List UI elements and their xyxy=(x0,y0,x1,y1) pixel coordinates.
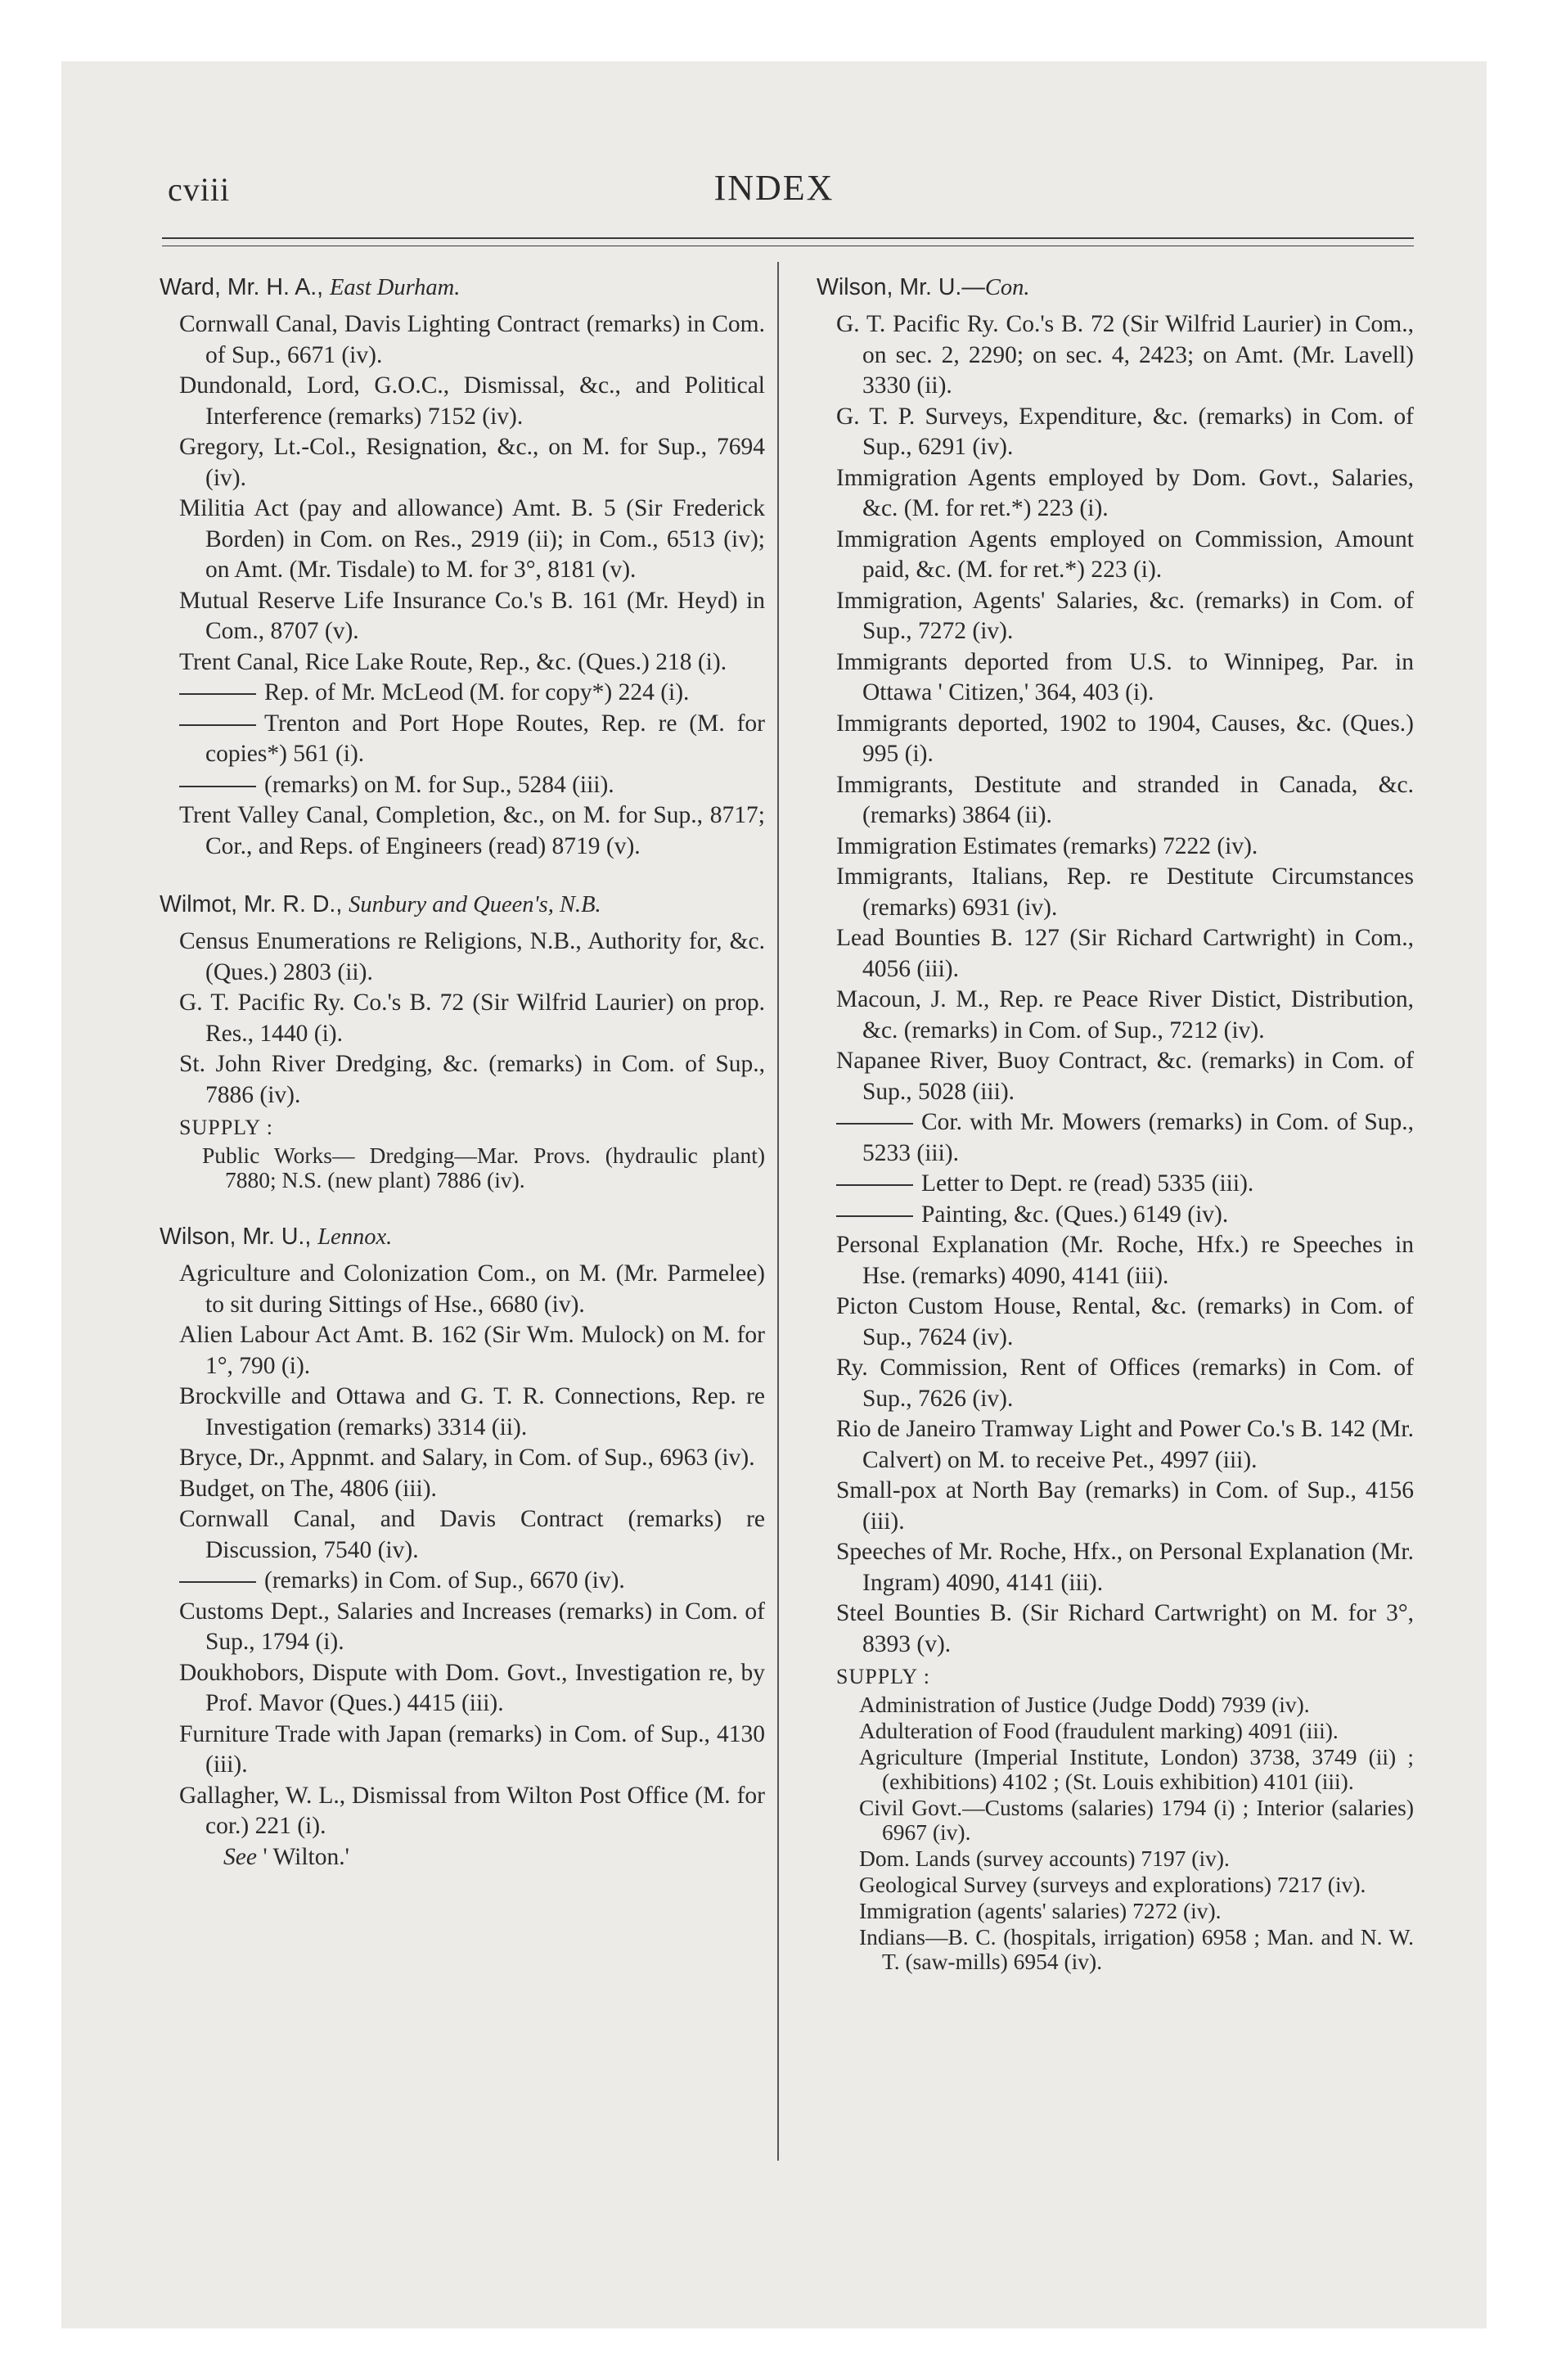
index-entry: Immigration Agents employed on Commission, Amount paid, &c. (M. for ret.*) 223 (i). xyxy=(836,525,1414,583)
index-entry: Immigration Agents employed by Dom. Govt., Salaries, &c. (M. for ret.*) 223 (i). xyxy=(836,464,1414,521)
member-heading xyxy=(160,272,765,304)
member-heading xyxy=(817,272,1414,304)
member-riding: Sunbury and Queen's, N.B. xyxy=(349,892,601,917)
index-entry: Cornwall Canal, and Davis Contract (remarks) re Discussion, 7540 (iv). xyxy=(179,1506,765,1563)
repeat-dash xyxy=(836,1123,913,1125)
index-entry: Picton Custom House, Rental, &c. (remarks) in Com. of Sup., 7624 (iv). xyxy=(836,1293,1414,1350)
supply-item: Adulteration of Food (fraudulent marking) 4091 (iii). xyxy=(859,1718,1339,1743)
right-column xyxy=(817,272,1414,1976)
member-name: Ward, Mr. H. A., xyxy=(160,274,330,300)
index-subentry xyxy=(179,678,765,709)
member-riding: East Durham. xyxy=(329,275,461,300)
index-entry: Immigration Estimates (remarks) 7222 (iv). xyxy=(836,832,1258,859)
index-entry: Small-pox at North Bay (remarks) in Com. of Sup., 4156 (iii). xyxy=(836,1477,1414,1535)
index-entry: Brockville and Ottawa and G. T. R. Connections, Rep. re Investigation (remarks) 3314 (ii). xyxy=(179,1383,765,1440)
subentry-text: Painting, &c. (Ques.) 6149 (iv). xyxy=(921,1201,1229,1228)
repeat-dash xyxy=(179,693,256,695)
index-entry: Immigrants deported, 1902 to 1904, Causes, &c. (Ques.) 995 (i). xyxy=(836,710,1414,767)
subentry-text: Trenton and Port Hope Routes, Rep. re (M. for copies*) 561 (i). xyxy=(205,710,765,767)
subentry-text: Rep. of Mr. McLeod (M. for copy*) 224 (i). xyxy=(264,679,690,705)
index-entry: Budget, on The, 4806 (iii). xyxy=(179,1475,437,1502)
index-subentry xyxy=(836,1169,1414,1200)
index-entry: Lead Bounties B. 127 (Sir Richard Cartwright) in Com., 4056 (iii). xyxy=(836,925,1414,982)
index-entry: Steel Bounties B. (Sir Richard Cartwright) on M. for 3°, 8393 (v). xyxy=(836,1600,1414,1657)
see-reference xyxy=(223,1842,765,1873)
index-entry: Cornwall Canal, Davis Lighting Contract (remarks) in Com. of Sup., 6671 (iv). xyxy=(179,311,765,368)
member-name: Wilson, Mr. U., xyxy=(160,1224,318,1250)
index-entry: Bryce, Dr., Appnmt. and Salary, in Com. of Sup., 6963 (iv). xyxy=(179,1445,755,1471)
column-divider xyxy=(777,262,779,2161)
index-entry: Napanee River, Buoy Contract, &c. (remarks) in Com. of Sup., 5028 (iii). xyxy=(836,1048,1414,1105)
subentry-text: (remarks) on M. for Sup., 5284 (iii). xyxy=(264,771,614,798)
subentry-text: Cor. with Mr. Mowers (remarks) in Com. of Sup., 5233 (iii). xyxy=(862,1109,1414,1166)
section-gap xyxy=(160,1194,765,1221)
supply-item: Administration of Justice (Judge Dodd) 7939 (iv). xyxy=(859,1692,1310,1717)
index-entry: G. T. Pacific Ry. Co.'s B. 72 (Sir Wilfrid Laurier) in Com., on sec. 2, 2290; on sec. 4, 2423; on Amt. (Mr. Lavell) 3330 (ii). xyxy=(836,311,1414,399)
index-entry: Personal Explanation (Mr. Roche, Hfx.) re Speeches in Hse. (remarks) 4090, 4141 (iii). xyxy=(836,1232,1414,1289)
member-name: Wilson, Mr. U.— xyxy=(817,274,985,300)
index-entry: Dundonald, Lord, G.O.C., Dismissal, &c., and Political Interference (remarks) 7152 (iv). xyxy=(179,372,765,430)
left-column xyxy=(160,272,765,1873)
index-subentry xyxy=(836,1107,1414,1169)
supply-item: Public Works— Dredging—Mar. Provs. (hydraulic plant) 7880; N.S. (new plant) 7886 (iv). xyxy=(202,1143,765,1192)
index-entry: G. T. P. Surveys, Expenditure, &c. (remarks) in Com. of Sup., 6291 (iv). xyxy=(836,403,1414,460)
index-entry: Immigrants, Italians, Rep. re Destitute Circumstances (remarks) 6931 (iv). xyxy=(836,863,1414,921)
index-entry: Alien Labour Act Amt. B. 162 (Sir Wm. Mulock) on M. for 1°, 790 (i). xyxy=(179,1322,765,1379)
section-gap xyxy=(160,862,765,889)
supply-item: Agriculture (Imperial Institute, London) 3738, 3749 (ii) ; (exhibitions) 4102 ; (St. Louis exhibition) 4101 (iii). xyxy=(859,1744,1414,1794)
index-subentry xyxy=(179,770,765,801)
index-entry: Macoun, J. M., Rep. re Peace River Distict, Distribution, &c. (remarks) in Com. of Sup., 7212 (iv). xyxy=(836,986,1414,1044)
page-title: INDEX xyxy=(713,168,835,208)
supply-item: Geological Survey (surveys and explorations) 7217 (iv). xyxy=(859,1872,1366,1897)
index-entry: Ry. Commission, Rent of Offices (remarks) in Com. of Sup., 7626 (iv). xyxy=(836,1355,1414,1412)
index-entry: Gallagher, W. L., Dismissal from Wilton Post Office (M. for cor.) 221 (i). xyxy=(179,1782,765,1839)
index-entry: Furniture Trade with Japan (remarks) in Com. of Sup., 4130 (iii). xyxy=(179,1720,765,1778)
supply-item: Immigration (agents' salaries) 7272 (iv). xyxy=(859,1898,1222,1923)
see-target: ' Wilton.' xyxy=(256,1843,349,1870)
index-entry: Trent Valley Canal, Completion, &c., on M. for Sup., 8717; Cor., and Reps. of Engineers (read) 8719 (v). xyxy=(179,802,765,859)
repeat-dash xyxy=(179,786,256,787)
member-riding: Con. xyxy=(984,275,1030,300)
index-entry: Gregory, Lt.-Col., Resignation, &c., on M. for Sup., 7694 (iv). xyxy=(179,434,765,491)
member-name: Wilmot, Mr. R. D., xyxy=(160,891,349,917)
index-entry: Rio de Janeiro Tramway Light and Power Co.'s B. 142 (Mr. Calvert) on M. to receive Pet., 4997 (iii). xyxy=(836,1416,1414,1473)
index-entry: Immigration, Agents' Salaries, &c. (remarks) in Com. of Sup., 7272 (iv). xyxy=(836,587,1414,644)
repeat-dash xyxy=(836,1184,913,1186)
index-entry: G. T. Pacific Ry. Co.'s B. 72 (Sir Wilfrid Laurier) on prop. Res., 1440 (i). xyxy=(179,989,765,1047)
supply-item: Dom. Lands (survey accounts) 7197 (iv). xyxy=(859,1846,1230,1871)
member-riding: Lennox. xyxy=(317,1224,393,1250)
supply-label: SUPPLY : xyxy=(179,1116,273,1139)
index-entry: St. John River Dredging, &c. (remarks) in Com. of Sup., 7886 (iv). xyxy=(179,1051,765,1108)
index-entry: Agriculture and Colonization Com., on M. (Mr. Parmelee) to sit during Sittings of Hse., 6680 (iv). xyxy=(179,1260,765,1318)
repeat-dash xyxy=(836,1215,913,1217)
repeat-dash xyxy=(179,724,256,726)
header-rule xyxy=(162,237,1414,239)
page-folio: cviii xyxy=(168,171,231,208)
see-label: See xyxy=(223,1843,257,1870)
index-entry: Speeches of Mr. Roche, Hfx., on Personal Explanation (Mr. Ingram) 4090, 4141 (iii). xyxy=(836,1539,1414,1596)
supply-item: Civil Govt.—Customs (salaries) 1794 (i) ; Interior (salaries) 6967 (iv). xyxy=(859,1795,1414,1845)
index-entry: Mutual Reserve Life Insurance Co.'s B. 161 (Mr. Heyd) in Com., 8707 (v). xyxy=(179,587,765,644)
index-entry: Customs Dept., Salaries and Increases (remarks) in Com. of Sup., 1794 (i). xyxy=(179,1598,765,1655)
index-entry: Doukhobors, Dispute with Dom. Govt., Investigation re, by Prof. Mavor (Ques.) 4415 (iii). xyxy=(179,1659,765,1716)
subentry-text: (remarks) in Com. of Sup., 6670 (iv). xyxy=(264,1567,625,1593)
index-entry: Militia Act (pay and allowance) Amt. B. 5 (Sir Frederick Borden) in Com. on Res., 2919 (ii); in Com., 6513 (iv); on Amt. (Mr. Tisdale) to M. for 3°, 8181 (v). xyxy=(179,495,765,583)
index-entry: Immigrants deported from U.S. to Winnipeg, Par. in Ottawa ' Citizen,' 364, 403 (i). xyxy=(836,648,1414,705)
index-subentry xyxy=(179,1566,765,1597)
supply-item: Indians—B. C. (hospitals, irrigation) 6958 ; Man. and N. W. T. (saw-mills) 6954 (iv). xyxy=(859,1924,1414,1974)
index-entry: Immigrants, Destitute and stranded in Canada, &c. (remarks) 3864 (ii). xyxy=(836,771,1414,828)
subentry-text: Letter to Dept. re (read) 5335 (iii). xyxy=(921,1170,1254,1197)
repeat-dash xyxy=(179,1581,256,1583)
index-subentry xyxy=(836,1200,1414,1231)
member-heading xyxy=(160,889,765,921)
member-heading xyxy=(160,1221,765,1253)
index-entry: Census Enumerations re Religions, N.B., Authority for, &c. (Ques.) 2803 (ii). xyxy=(179,928,765,985)
supply-label: SUPPLY : xyxy=(836,1665,930,1688)
index-entry: Trent Canal, Rice Lake Route, Rep., &c. (Ques.) 218 (i). xyxy=(179,648,727,675)
index-subentry xyxy=(179,709,765,770)
